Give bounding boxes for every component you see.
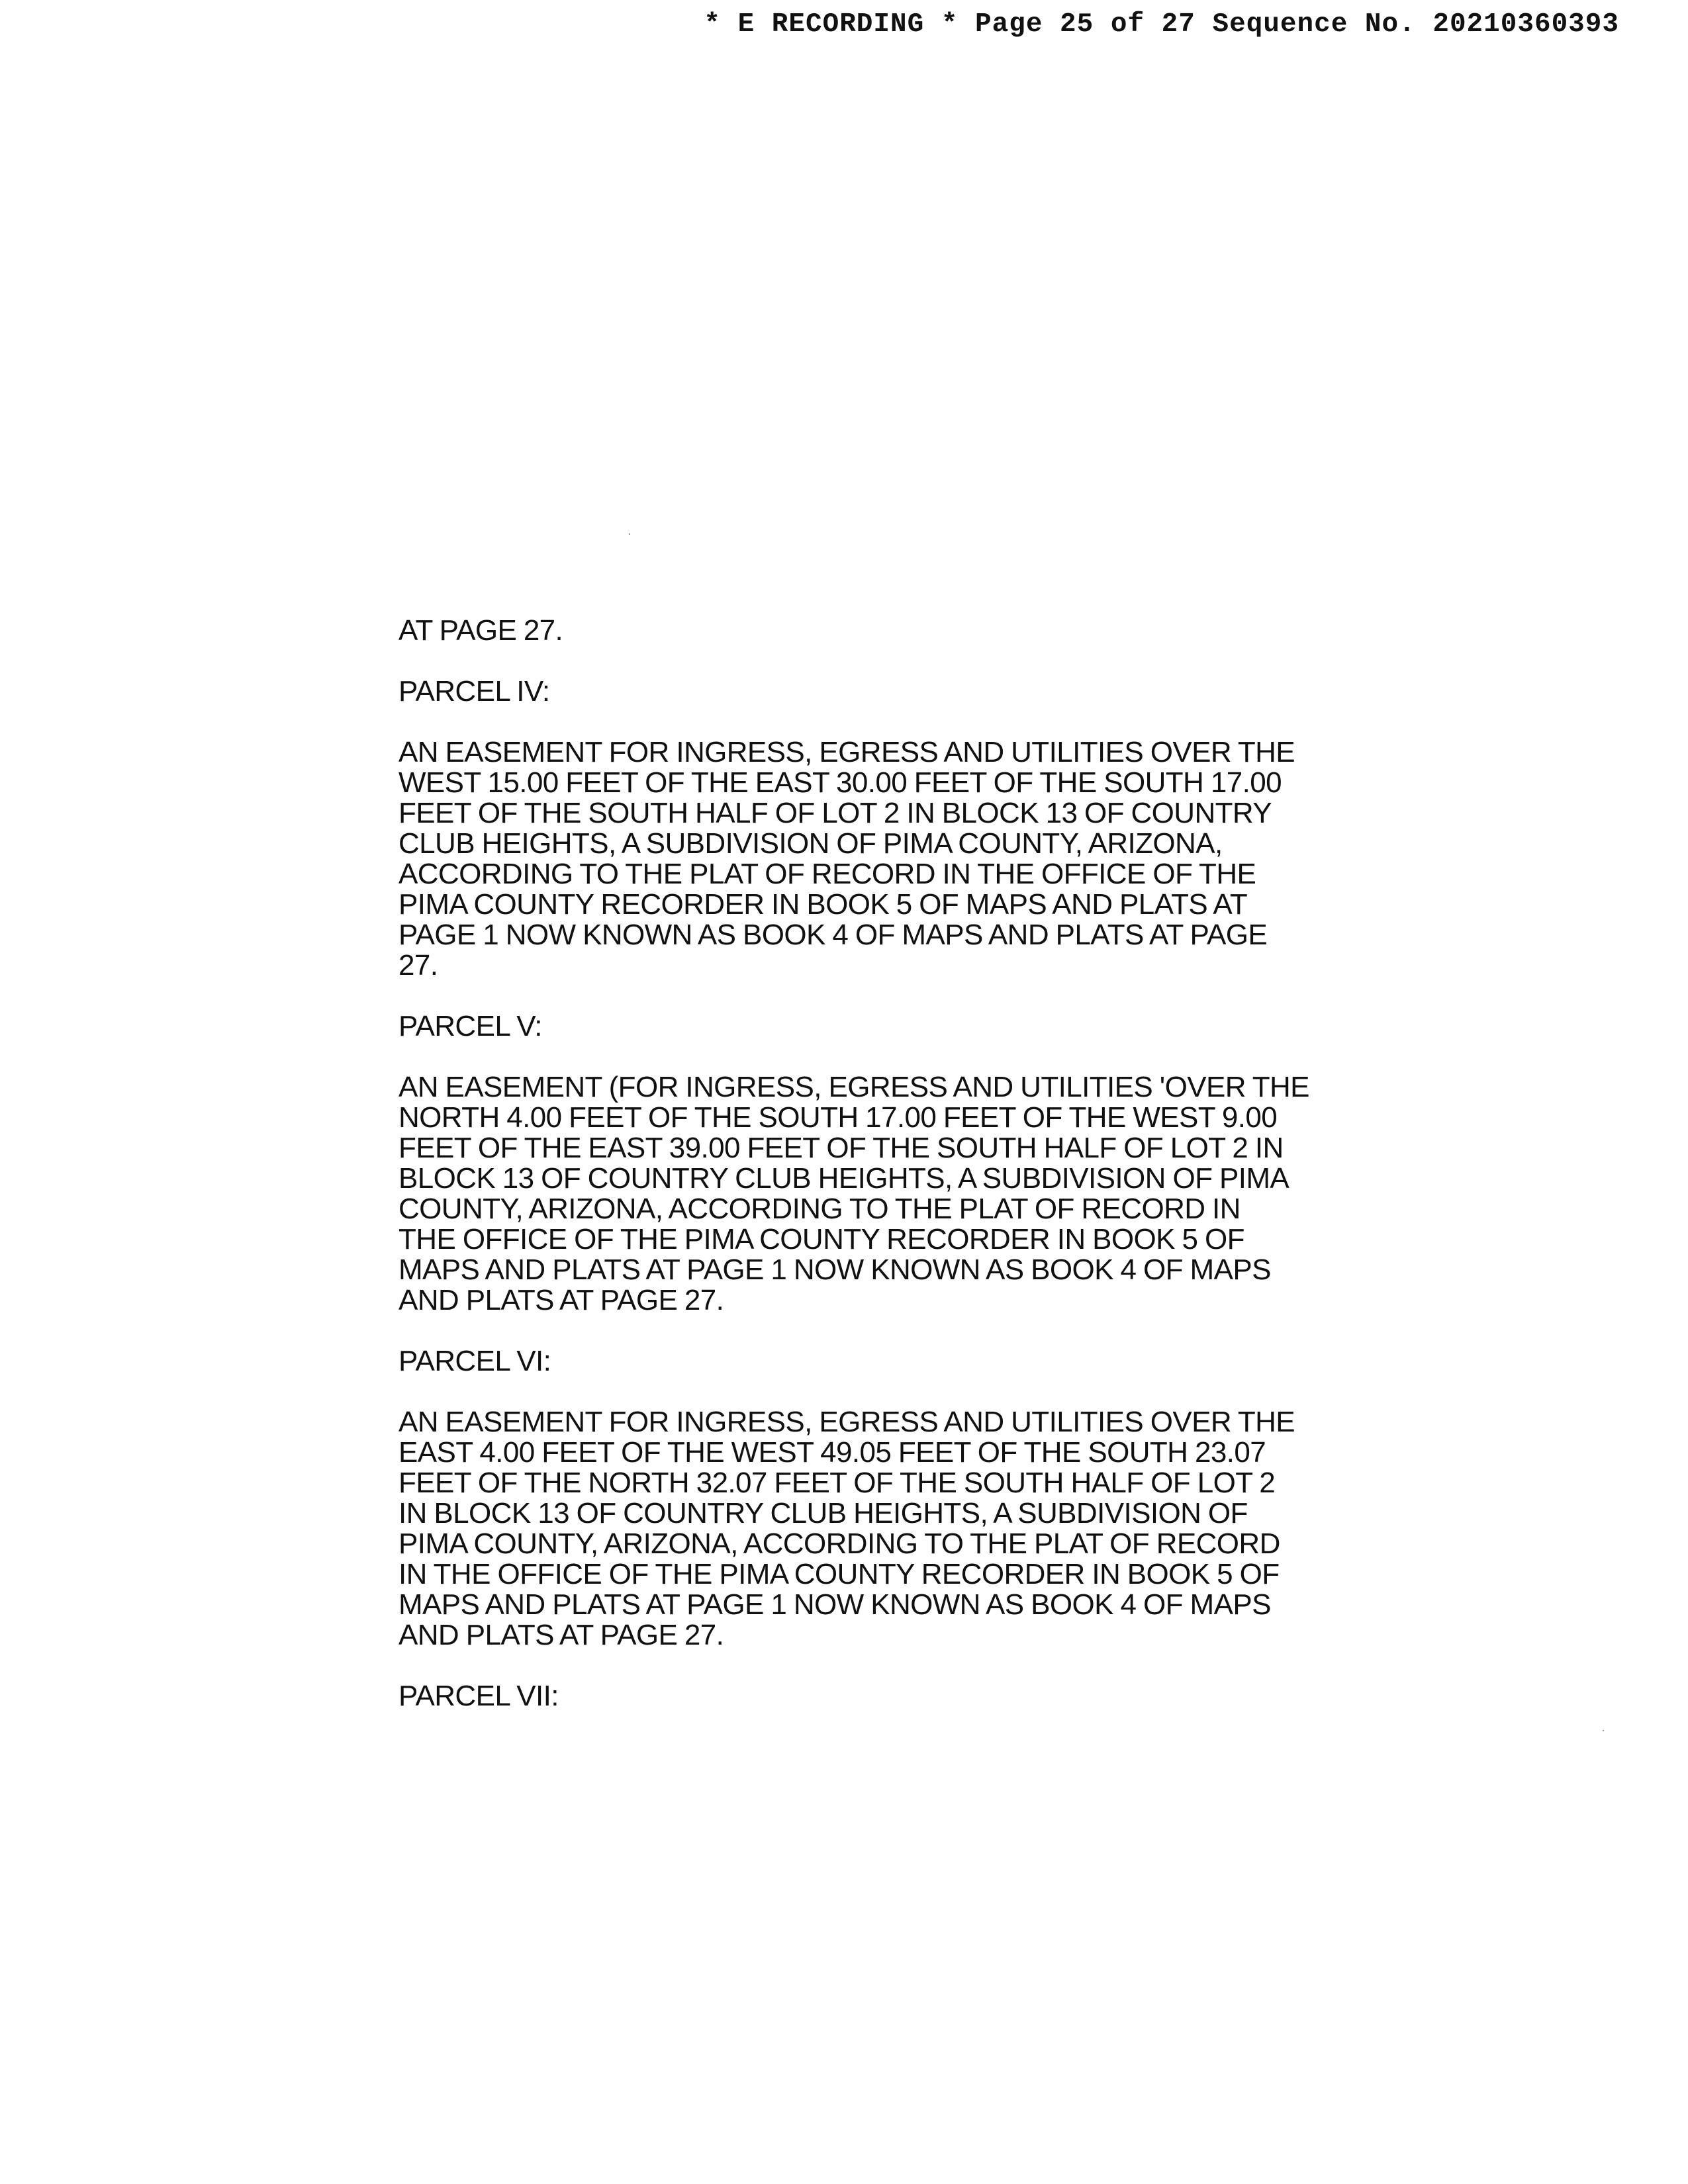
text-line: EAST 4.00 FEET OF THE WEST 49.05 FEET OF THE SOUTH 23.07 [399, 1436, 1266, 1469]
text-line: MAPS AND PLATS AT PAGE 1 NOW KNOWN AS BOOK 4 OF MAPS [399, 1588, 1271, 1621]
text-line: FEET OF THE SOUTH HALF OF LOT 2 IN BLOCK 13 OF COUNTRY [399, 797, 1272, 829]
scan-speck [1603, 1730, 1604, 1731]
text-line: AT PAGE 27. [399, 614, 563, 647]
text-line: PIMA COUNTY, ARIZONA, ACCORDING TO THE PLAT OF RECORD [399, 1527, 1280, 1560]
text-line: IN THE OFFICE OF THE PIMA COUNTY RECORDER IN BOOK 5 OF [399, 1558, 1280, 1590]
text-line: PARCEL IV: [399, 675, 550, 707]
text-line: PIMA COUNTY RECORDER IN BOOK 5 OF MAPS AND PLATS AT [399, 888, 1248, 921]
text-line: PARCEL V: [399, 1010, 542, 1042]
text-line: COUNTY, ARIZONA, ACCORDING TO THE PLAT OF RECORD IN [399, 1193, 1241, 1225]
text-line: MAPS AND PLATS AT PAGE 1 NOW KNOWN AS BOOK 4 OF MAPS [399, 1253, 1271, 1286]
heading-parcel-iv [399, 676, 1325, 707]
heading-parcel-v [399, 1011, 1325, 1042]
recording-header: * E RECORDING * Page 25 of 27 Sequence No. 20210360393 [704, 9, 1619, 40]
paragraph-parcel-iv [399, 737, 1325, 981]
text-line: CLUB HEIGHTS, A SUBDIVISION OF PIMA COUNTY, ARIZONA, [399, 827, 1223, 860]
paragraph-parcel-v [399, 1072, 1325, 1316]
heading-parcel-vii [399, 1681, 1325, 1711]
paragraph-at-page [399, 615, 1325, 646]
text-line: WEST 15.00 FEET OF THE EAST 30.00 FEET OF THE SOUTH 17.00 [399, 766, 1282, 799]
text-line: AN EASEMENT (FOR INGRESS, EGRESS AND UTILITIES 'OVER THE [399, 1071, 1309, 1103]
heading-parcel-vi [399, 1346, 1325, 1377]
text-line: FEET OF THE EAST 39.00 FEET OF THE SOUTH HALF OF LOT 2 IN [399, 1132, 1284, 1164]
scan-speck [629, 533, 630, 535]
paragraph-parcel-vi [399, 1407, 1325, 1651]
text-line: THE OFFICE OF THE PIMA COUNTY RECORDER IN BOOK 5 OF [399, 1223, 1244, 1255]
text-line: PARCEL VII: [399, 1680, 559, 1712]
text-line: AND PLATS AT PAGE 27. [399, 1284, 724, 1316]
text-line: NORTH 4.00 FEET OF THE SOUTH 17.00 FEET OF THE WEST 9.00 [399, 1101, 1278, 1134]
text-line: PAGE 1 NOW KNOWN AS BOOK 4 OF MAPS AND PLATS AT PAGE [399, 919, 1268, 951]
document-body [399, 615, 1325, 1742]
text-line: AN EASEMENT FOR INGRESS, EGRESS AND UTILITIES OVER THE [399, 736, 1295, 768]
text-line: AN EASEMENT FOR INGRESS, EGRESS AND UTILITIES OVER THE [399, 1406, 1295, 1438]
text-line: ACCORDING TO THE PLAT OF RECORD IN THE OFFICE OF THE [399, 858, 1256, 890]
text-line: 27. [399, 949, 438, 981]
text-line: PARCEL VI: [399, 1345, 551, 1377]
text-line: AND PLATS AT PAGE 27. [399, 1619, 724, 1651]
text-line: IN BLOCK 13 OF COUNTRY CLUB HEIGHTS, A SUBDIVISION OF [399, 1497, 1248, 1529]
text-line: FEET OF THE NORTH 32.07 FEET OF THE SOUTH HALF OF LOT 2 [399, 1467, 1276, 1499]
text-line: BLOCK 13 OF COUNTRY CLUB HEIGHTS, A SUBDIVISION OF PIMA [399, 1162, 1289, 1195]
